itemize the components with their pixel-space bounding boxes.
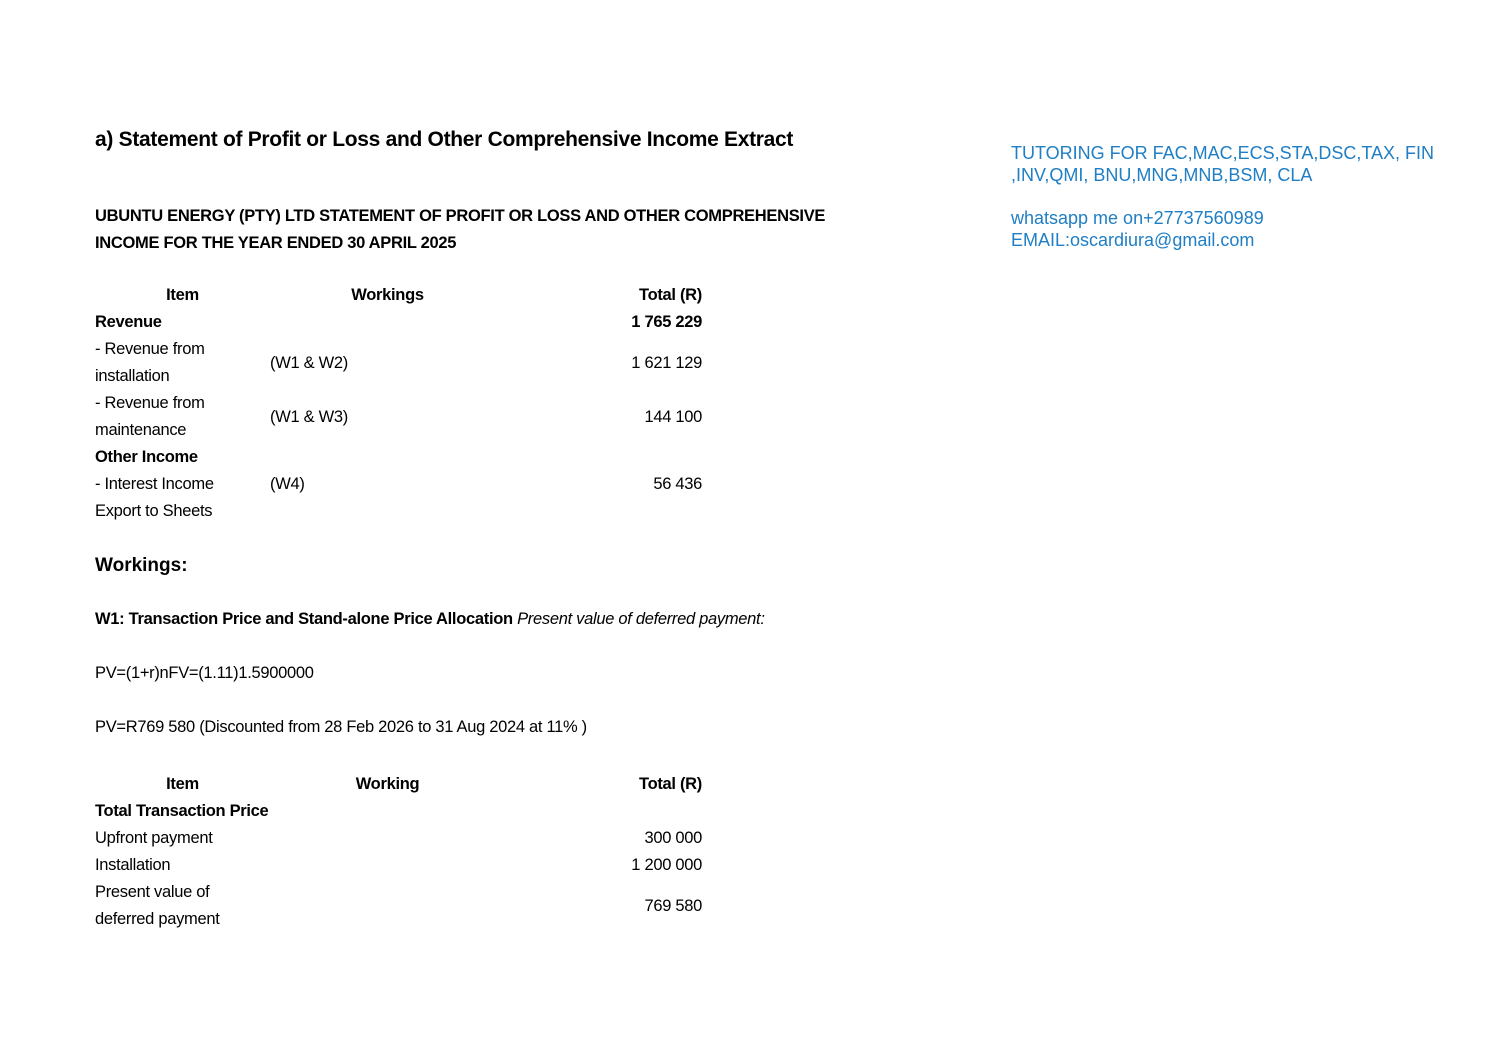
w1-heading xyxy=(95,610,765,629)
cell-item: Revenue xyxy=(95,313,162,331)
advert-email: EMAIL:oscardiura@gmail.com xyxy=(1011,230,1255,250)
cell-working xyxy=(270,825,505,852)
cell-item: - Revenue from installation xyxy=(95,340,205,385)
table-row xyxy=(95,309,702,336)
table-row xyxy=(95,444,702,471)
table-header-row xyxy=(95,771,702,798)
header-item: Item xyxy=(166,286,199,304)
table-row xyxy=(95,471,702,498)
section-title: a) Statement of Profit or Loss and Other Comprehensive Income Extract xyxy=(95,128,794,151)
cell-working xyxy=(270,852,505,879)
cell-total xyxy=(505,444,702,471)
cell-total: 1 621 129 xyxy=(631,353,702,372)
cell-working xyxy=(270,444,505,471)
table-row xyxy=(95,798,702,825)
cell-item: Upfront payment xyxy=(95,829,213,847)
table-row xyxy=(95,879,702,933)
cell-working: (W1 & W2) xyxy=(270,353,348,372)
table-row xyxy=(95,390,702,444)
cell-item: Export to Sheets xyxy=(95,502,213,520)
income-statement-table xyxy=(95,282,702,525)
table-row xyxy=(95,852,702,879)
cell-total: 1 765 229 xyxy=(631,313,702,331)
w1-title: W1: Transaction Price and Stand-alone Price Allocation xyxy=(95,610,513,628)
workings-heading: Workings: xyxy=(95,555,188,576)
transaction-price-table xyxy=(95,771,702,933)
cell-total xyxy=(505,498,702,525)
cell-total xyxy=(505,798,702,825)
w1-subtitle: Present value of deferred payment: xyxy=(517,610,765,628)
advert-subjects: TUTORING FOR FAC,MAC,ECS,STA,DSC,TAX, FIN ,INV,QMI, BNU,MNG,MNB,BSM, CLA xyxy=(1011,143,1435,185)
table-row xyxy=(95,498,702,525)
cell-working xyxy=(270,309,505,336)
header-total: Total (R) xyxy=(639,775,702,793)
cell-total: 1 200 000 xyxy=(631,856,702,874)
cell-item: - Revenue from maintenance xyxy=(95,394,205,439)
table-header-row xyxy=(95,282,702,309)
table-row xyxy=(95,825,702,852)
cell-total: 144 100 xyxy=(644,407,702,426)
pv-formula: PV=(1+r)nFV=(1.11)1.5900000 xyxy=(95,664,314,682)
cell-total: 769 580 xyxy=(644,896,702,915)
cell-working xyxy=(270,879,505,933)
cell-item: Present value of deferred payment xyxy=(95,883,220,928)
cell-total: 56 436 xyxy=(653,475,702,493)
cell-total: 300 000 xyxy=(644,829,702,847)
header-working: Working xyxy=(355,775,420,793)
cell-item: Other Income xyxy=(95,448,198,466)
table-row xyxy=(95,336,702,390)
header-working: Workings xyxy=(351,286,424,304)
cell-working: (W4) xyxy=(270,475,305,493)
cell-item: - Interest Income xyxy=(95,475,214,493)
header-item: Item xyxy=(166,775,199,793)
advert-whatsapp: whatsapp me on+27737560989 xyxy=(1011,208,1264,228)
header-total: Total (R) xyxy=(639,286,702,304)
cell-working xyxy=(270,798,505,825)
cell-working xyxy=(270,498,505,525)
pv-result: PV=R769 580 (Discounted from 28 Feb 2026 to 31 Aug 2024 at 11% ) xyxy=(95,718,587,736)
cell-working: (W1 & W3) xyxy=(270,407,348,426)
company-heading: UBUNTU ENERGY (PTY) LTD STATEMENT OF PROFIT OR LOSS AND OTHER COMPREHENSIVE INCOME FOR THE YEAR ENDED 30 APRIL 2025 xyxy=(95,207,826,252)
cell-item: Total Transaction Price xyxy=(95,802,269,820)
tutoring-advert xyxy=(1011,142,1481,251)
cell-item: Installation xyxy=(95,856,171,874)
